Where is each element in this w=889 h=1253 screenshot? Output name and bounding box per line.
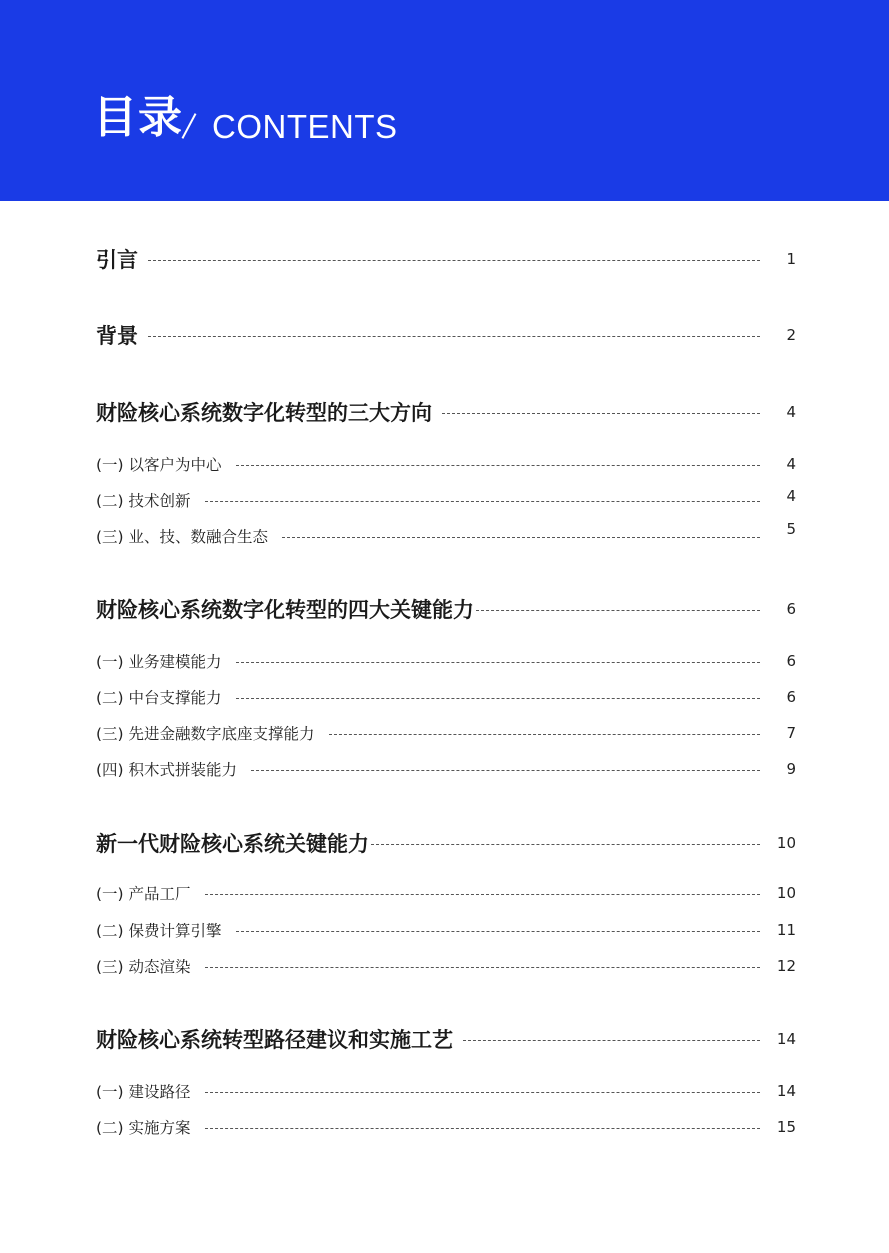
- toc-dot-leader: [205, 894, 760, 895]
- toc-entry[interactable]: [96, 244, 796, 274]
- toc-entry[interactable]: [96, 1112, 796, 1142]
- toc-entry[interactable]: [96, 718, 796, 748]
- toc-entry[interactable]: [96, 828, 796, 858]
- toc-page-number: 6: [786, 688, 796, 706]
- toc-entry[interactable]: [96, 521, 796, 551]
- toc-entry-label: (一) 以客户为中心: [96, 456, 222, 474]
- toc-entry[interactable]: [96, 397, 796, 427]
- toc-page-number: 11: [776, 921, 796, 939]
- toc-entry[interactable]: [96, 485, 796, 515]
- toc-entry[interactable]: [96, 1024, 796, 1054]
- toc-entry-label: (一) 建设路径: [96, 1083, 191, 1101]
- toc-page-number: 5: [786, 520, 796, 538]
- toc-entry-label: (三) 业、技、数融合生态: [96, 528, 269, 546]
- header-banner: [0, 0, 889, 201]
- toc-dot-leader: [236, 931, 760, 932]
- title-chinese: 目录: [93, 92, 183, 143]
- toc-entry[interactable]: [96, 449, 796, 479]
- toc-entry-label: (四) 积木式拼装能力: [96, 761, 238, 779]
- toc-dot-leader: [148, 336, 760, 337]
- toc-entry[interactable]: [96, 646, 796, 676]
- toc-page-number: 7: [786, 724, 796, 742]
- toc-entry[interactable]: [96, 915, 796, 945]
- toc-entry-label: 背景: [96, 324, 138, 348]
- toc-dot-leader: [371, 844, 760, 845]
- toc-dot-leader: [463, 1040, 760, 1041]
- toc-dot-leader: [442, 413, 760, 414]
- toc-dot-leader: [282, 537, 760, 538]
- toc-entry[interactable]: [96, 1076, 796, 1106]
- toc-page-number: 4: [786, 487, 796, 505]
- toc-entry-label: (一) 产品工厂: [96, 885, 191, 903]
- toc-entry-label: (二) 保费计算引擎: [96, 922, 222, 940]
- toc-dot-leader: [251, 770, 760, 771]
- toc-entry[interactable]: [96, 320, 796, 350]
- toc-dot-leader: [205, 1092, 760, 1093]
- toc-page-number: 2: [786, 326, 796, 344]
- title-english: CONTENTS: [212, 108, 398, 145]
- toc-page-number: 14: [776, 1030, 796, 1048]
- toc-page-number: 10: [776, 834, 796, 852]
- toc-entry[interactable]: [96, 594, 796, 624]
- toc-dot-leader: [205, 501, 760, 502]
- toc-entry-label: 引言: [96, 248, 138, 272]
- toc-entry-label: 财险核心系统数字化转型的三大方向: [96, 401, 432, 425]
- toc-entry-label: (二) 实施方案: [96, 1119, 191, 1137]
- toc-page-number: 12: [776, 957, 796, 975]
- toc-entry[interactable]: [96, 682, 796, 712]
- toc-page-number: 10: [776, 884, 796, 902]
- toc-page-number: 9: [786, 760, 796, 778]
- toc-dot-leader: [236, 662, 760, 663]
- toc-entry[interactable]: [96, 878, 796, 908]
- toc-dot-leader: [236, 698, 760, 699]
- title-slash-divider: [182, 113, 197, 139]
- toc-entry-label: 新一代财险核心系统关键能力: [96, 832, 369, 856]
- toc-dot-leader: [329, 734, 760, 735]
- toc-page-number: 14: [776, 1082, 796, 1100]
- toc-page-number: 1: [786, 250, 796, 268]
- toc-entry-label: (一) 业务建模能力: [96, 653, 222, 671]
- toc-entry-label: (二) 技术创新: [96, 492, 191, 510]
- toc-dot-leader: [148, 260, 760, 261]
- toc-entry-label: (二) 中台支撑能力: [96, 689, 222, 707]
- toc-page-number: 4: [786, 403, 796, 421]
- toc-page-number: 4: [786, 455, 796, 473]
- toc-dot-leader: [476, 610, 760, 611]
- toc-page-number: 6: [786, 652, 796, 670]
- toc-entry-label: 财险核心系统转型路径建议和实施工艺: [96, 1028, 453, 1052]
- toc-entry-label: (三) 动态渲染: [96, 958, 191, 976]
- toc-entry[interactable]: [96, 951, 796, 981]
- toc-dot-leader: [236, 465, 760, 466]
- toc-entry[interactable]: [96, 754, 796, 784]
- toc-dot-leader: [205, 967, 760, 968]
- toc-dot-leader: [205, 1128, 760, 1129]
- toc-entry-label: 财险核心系统数字化转型的四大关键能力: [96, 598, 474, 622]
- toc-page-number: 6: [786, 600, 796, 618]
- toc-entry-label: (三) 先进金融数字底座支撑能力: [96, 725, 315, 743]
- toc-page-number: 15: [776, 1118, 796, 1136]
